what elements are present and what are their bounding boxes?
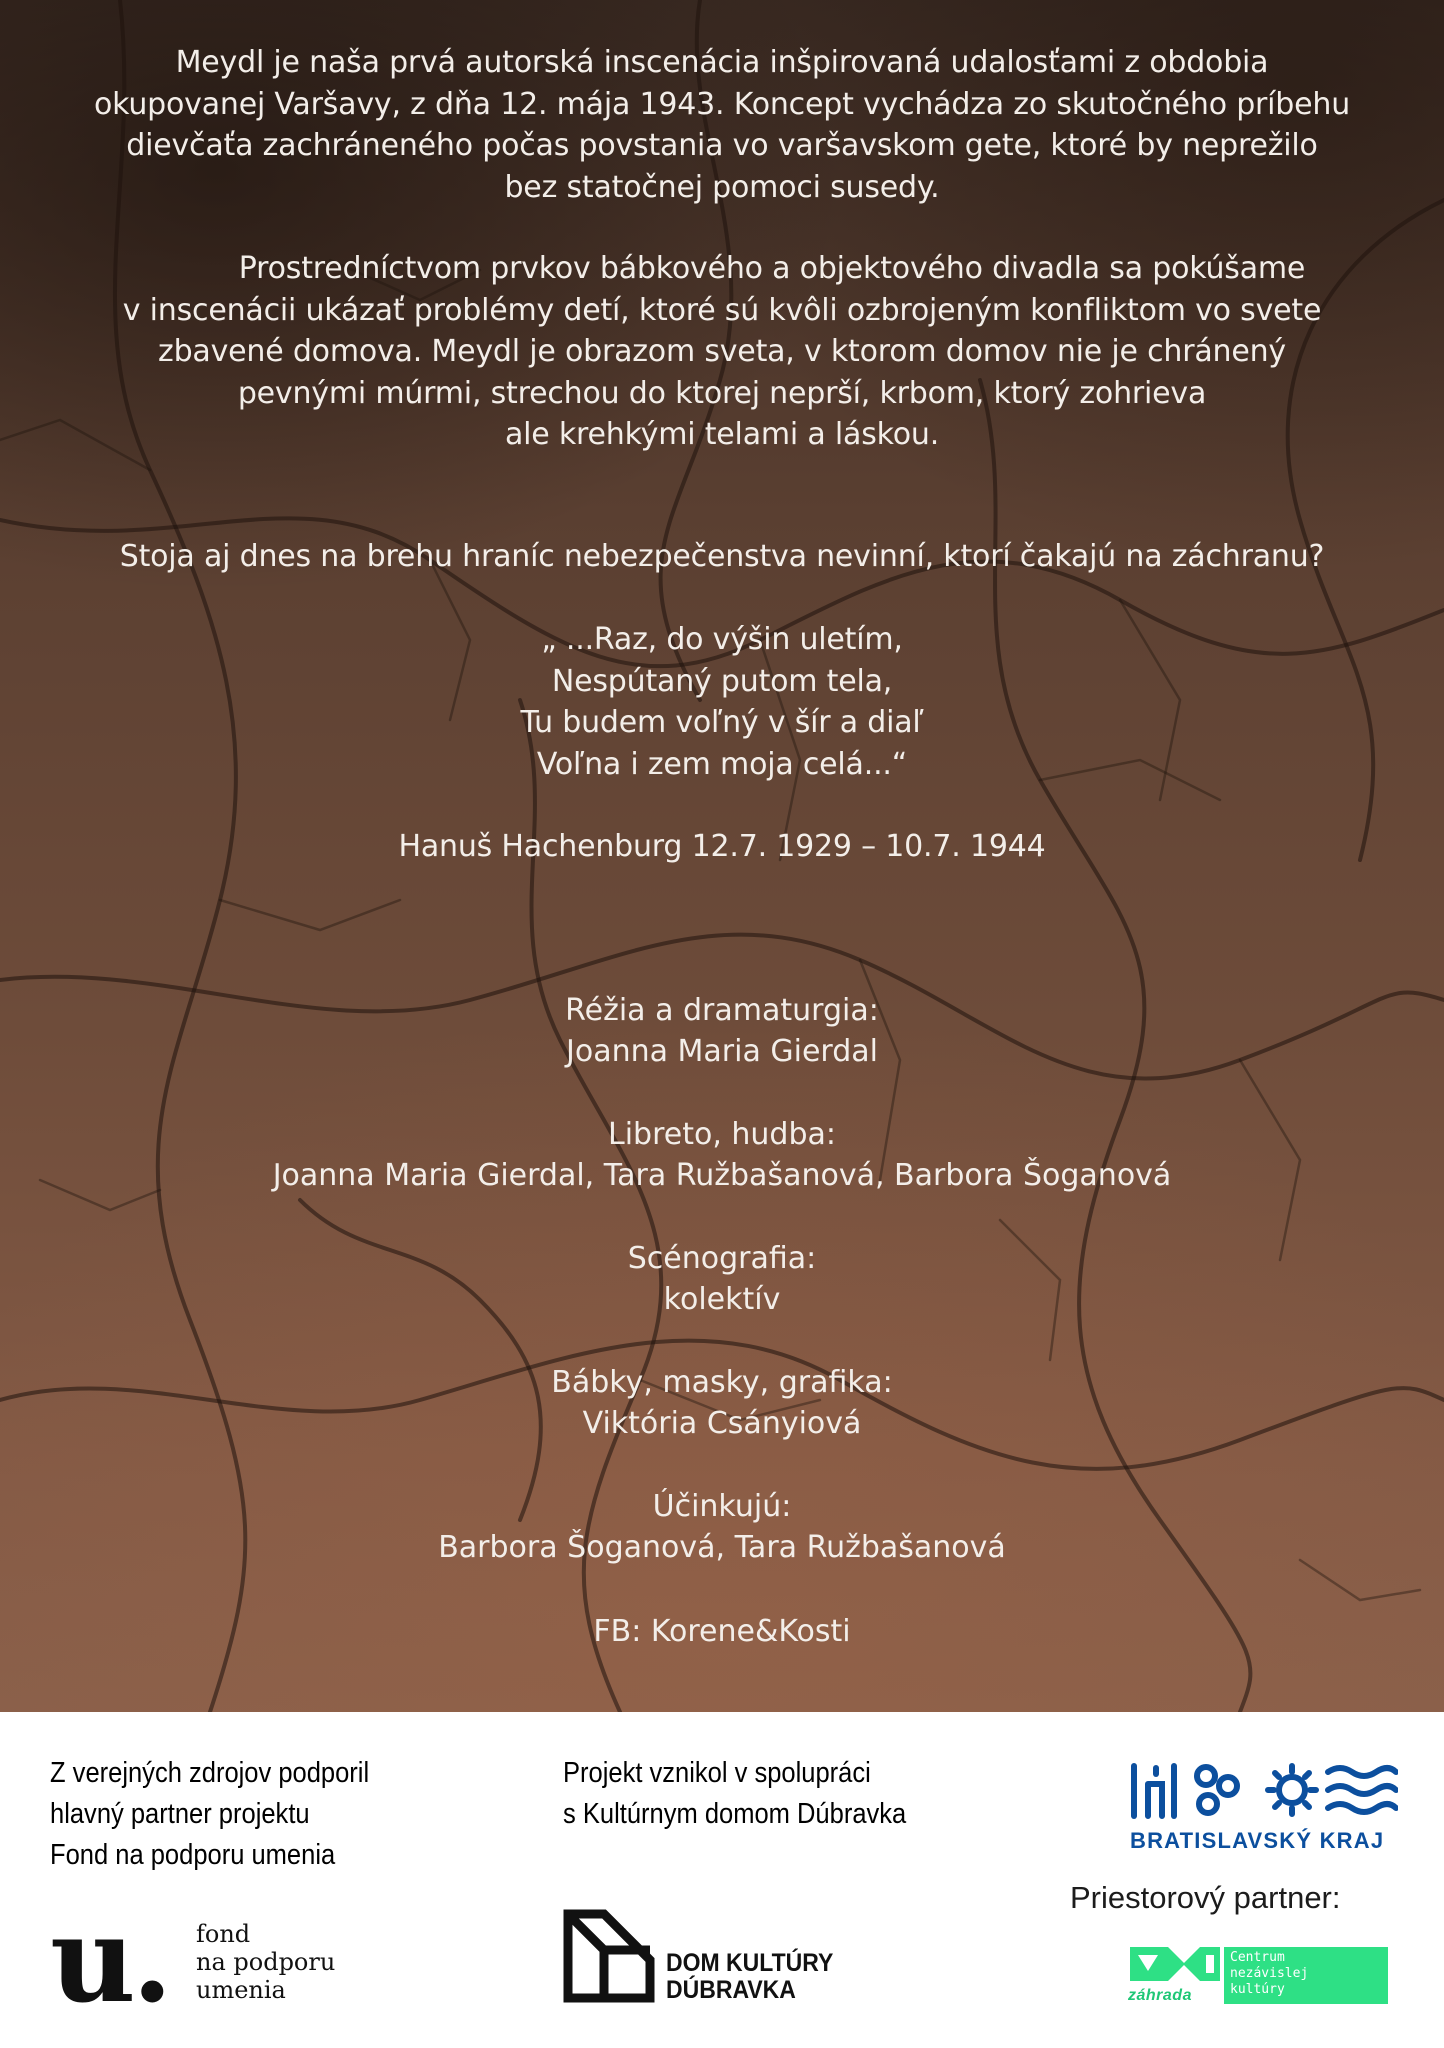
bratislavsky-kraj-symbols-icon — [1128, 1760, 1398, 1822]
credit-puppets — [0, 1362, 1444, 1444]
poem-line: Tu budem voľný v šír a diaľ — [520, 705, 924, 740]
facebook-text: FB: Korene&Kosti — [593, 1614, 851, 1649]
intro-p1-line: okupovanej Varšavy, z dňa 12. mája 1943. Koncept vychádza zo skutočného príbehu — [93, 86, 1351, 122]
intro-p2-line: Prostredníctvom prvkov bábkového a objektového divadla sa pokúšame — [238, 251, 1306, 286]
dk-logo-line: DOM KULTÚRY — [666, 1949, 834, 1977]
intro-paragraph-2 — [0, 248, 1444, 456]
dk-logo-words — [666, 1950, 833, 2004]
intro-p1-line: dievčaťa zachráneného počas povstania vo varšavskom gete, ktoré by neprežilo — [126, 128, 1318, 163]
zahrada-centre-box — [1224, 1947, 1388, 2004]
intro-paragraph-1 — [0, 42, 1444, 208]
dom-kultury-house-icon — [562, 1908, 658, 2004]
fpu-logo-words — [196, 1920, 335, 2004]
credit-scenography — [0, 1238, 1444, 1320]
credit-name: Joanna Maria Gierdal, Tara Ružbašanová, Barbora Šoganová — [272, 1158, 1172, 1193]
zahrada-box-line: nezávislej — [1230, 1966, 1309, 1981]
space-partner-label: Priestorový partner: — [1070, 1880, 1341, 1915]
fpu-logo-line: umenia — [196, 1976, 286, 2004]
zahrada-box-line: kultúry — [1230, 1982, 1285, 1997]
intro-p1-line: Meydl je naša prvá autorská inscenácia inšpirovaná udalosťami z obdobia — [175, 45, 1269, 80]
fond-na-podporu-umenia-logo — [50, 1890, 350, 2029]
credit-role: Libreto, hudba: — [607, 1117, 837, 1152]
credit-direction — [0, 990, 1444, 1072]
zahrada-logo — [1128, 1945, 1396, 2007]
dom-kultury-dubravka-logo — [562, 1908, 882, 2004]
poem — [0, 619, 1444, 785]
support-line: Z verejných zdrojov podporil — [50, 1757, 370, 1789]
credit-name: Viktória Csányiová — [582, 1406, 862, 1441]
intro-p2-line: zbavené domova. Meydl je obrazom sveta, v ktorom domov nie je chránený — [158, 334, 1286, 369]
intro-p2-line: v inscenácii ukázať problémy detí, ktoré sú kvôli ozbrojeným konfliktom vo svete — [122, 292, 1322, 328]
credit-name: Barbora Šoganová, Tara Ružbašanová — [438, 1530, 1006, 1565]
bratislavsky-kraj-label: BRATISLAVSKÝ KRAJ — [1130, 1828, 1385, 1853]
credit-name: kolektív — [663, 1282, 781, 1317]
facebook-handle — [0, 1611, 1444, 1652]
intro-question — [0, 536, 1444, 578]
fpu-logo-line: na podporu — [196, 1948, 336, 1976]
intro-p2-line: pevnými múrmi, strechou do ktorej neprší, krbom, ktorý zohrieva — [237, 375, 1207, 411]
credit-cast — [0, 1486, 1444, 1568]
cooperation-line: Projekt vznikol v spolupráci — [563, 1757, 871, 1789]
credit-role: Scénografia: — [627, 1241, 817, 1276]
dk-logo-line: DÚBRAVKA — [666, 1976, 796, 2004]
poem-line: „ ...Raz, do výšin uletím, — [541, 622, 903, 657]
credit-name: Joanna Maria Gierdal — [566, 1034, 878, 1069]
fpu-logo-line: fond — [196, 1920, 251, 1948]
poem-line: Voľna i zem moja celá...“ — [536, 746, 908, 782]
intro-p1-line: bez statočnej pomoci susedy. — [504, 169, 940, 205]
credit-role: Réžia a dramaturgia: — [565, 993, 879, 1028]
poem-attribution — [0, 826, 1444, 868]
credit-role: Účinkujú: — [652, 1489, 792, 1524]
poem-attribution-text: Hanuš Hachenburg 12.7. 1929 – 10.7. 1944 — [398, 829, 1046, 864]
zahrada-word: záhrada — [1128, 1987, 1192, 2004]
support-text — [50, 1753, 369, 1876]
zahrada-box-line: Centrum — [1230, 1950, 1285, 1965]
support-line: Fond na podporu umenia — [50, 1839, 336, 1871]
fpu-logo-mark: u. — [50, 1890, 169, 2029]
poem-line: Nespútaný putom tela, — [551, 663, 893, 699]
intro-p2-line: ale krehkými telami a láskou. — [504, 417, 940, 452]
credit-role: Bábky, masky, grafika: — [551, 1365, 893, 1400]
cooperation-text — [563, 1753, 906, 1835]
cooperation-line: s Kultúrnym domom Dúbravka — [563, 1798, 907, 1830]
credit-libretto — [0, 1114, 1444, 1196]
support-line: hlavný partner projektu — [50, 1798, 310, 1830]
question-text: Stoja aj dnes na brehu hraníc nebezpečenstva nevinní, ktorí čakajú na záchranu? — [119, 539, 1325, 574]
bratislavsky-kraj-logo — [1128, 1760, 1398, 1856]
